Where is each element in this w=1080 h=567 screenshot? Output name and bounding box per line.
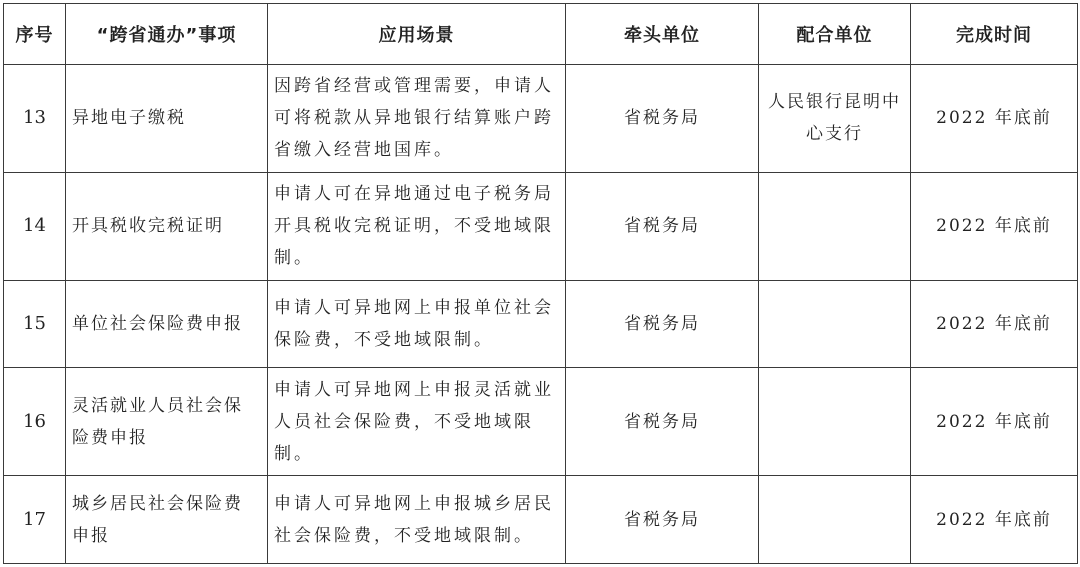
header-service-item: “跨省通办”事项	[66, 4, 268, 65]
header-completion-time: 完成时间	[911, 4, 1078, 65]
row-serial-number: 15	[4, 280, 66, 368]
row-completion-time: 2022 年底前	[911, 280, 1078, 368]
table-body	[4, 65, 1078, 564]
row-lead-unit: 省税务局	[566, 65, 759, 173]
row-service-item: 开具税收完税证明	[66, 172, 268, 280]
table-header	[4, 4, 1078, 65]
row-lead-unit: 省税务局	[566, 172, 759, 280]
table-row	[4, 280, 1078, 368]
row-service-item: 灵活就业人员社会保险费申报	[66, 368, 268, 476]
header-application-scenario: 应用场景	[268, 4, 566, 65]
row-serial-number: 16	[4, 368, 66, 476]
row-service-item: 异地电子缴税	[66, 65, 268, 173]
row-partner-unit	[759, 368, 911, 476]
row-serial-number: 14	[4, 172, 66, 280]
row-partner-unit	[759, 280, 911, 368]
row-lead-unit: 省税务局	[566, 368, 759, 476]
row-application-scenario: 申请人可异地网上申报城乡居民社会保险费，不受地域限制。	[268, 476, 566, 564]
row-service-item: 城乡居民社会保险费申报	[66, 476, 268, 564]
row-partner-unit: 人民银行昆明中心支行	[759, 65, 911, 173]
header-lead-unit: 牵头单位	[566, 4, 759, 65]
row-service-item: 单位社会保险费申报	[66, 280, 268, 368]
header-serial-number: 序号	[4, 4, 66, 65]
header-row	[4, 4, 1078, 65]
row-lead-unit: 省税务局	[566, 280, 759, 368]
header-partner-unit: 配合单位	[759, 4, 911, 65]
row-application-scenario: 申请人可异地网上申报灵活就业人员社会保险费，不受地域限制。	[268, 368, 566, 476]
table-row	[4, 172, 1078, 280]
row-completion-time: 2022 年底前	[911, 65, 1078, 173]
cross-province-services-table	[3, 3, 1078, 564]
row-partner-unit	[759, 476, 911, 564]
row-serial-number: 13	[4, 65, 66, 173]
row-lead-unit: 省税务局	[566, 476, 759, 564]
table-row	[4, 476, 1078, 564]
row-completion-time: 2022 年底前	[911, 368, 1078, 476]
row-serial-number: 17	[4, 476, 66, 564]
table-row	[4, 368, 1078, 476]
table-row	[4, 65, 1078, 173]
row-application-scenario: 因跨省经营或管理需要，申请人可将税款从异地银行结算账户跨省缴入经营地国库。	[268, 65, 566, 173]
row-application-scenario: 申请人可在异地通过电子税务局开具税收完税证明，不受地域限制。	[268, 172, 566, 280]
row-application-scenario: 申请人可异地网上申报单位社会保险费，不受地域限制。	[268, 280, 566, 368]
row-completion-time: 2022 年底前	[911, 476, 1078, 564]
row-completion-time: 2022 年底前	[911, 172, 1078, 280]
row-partner-unit	[759, 172, 911, 280]
